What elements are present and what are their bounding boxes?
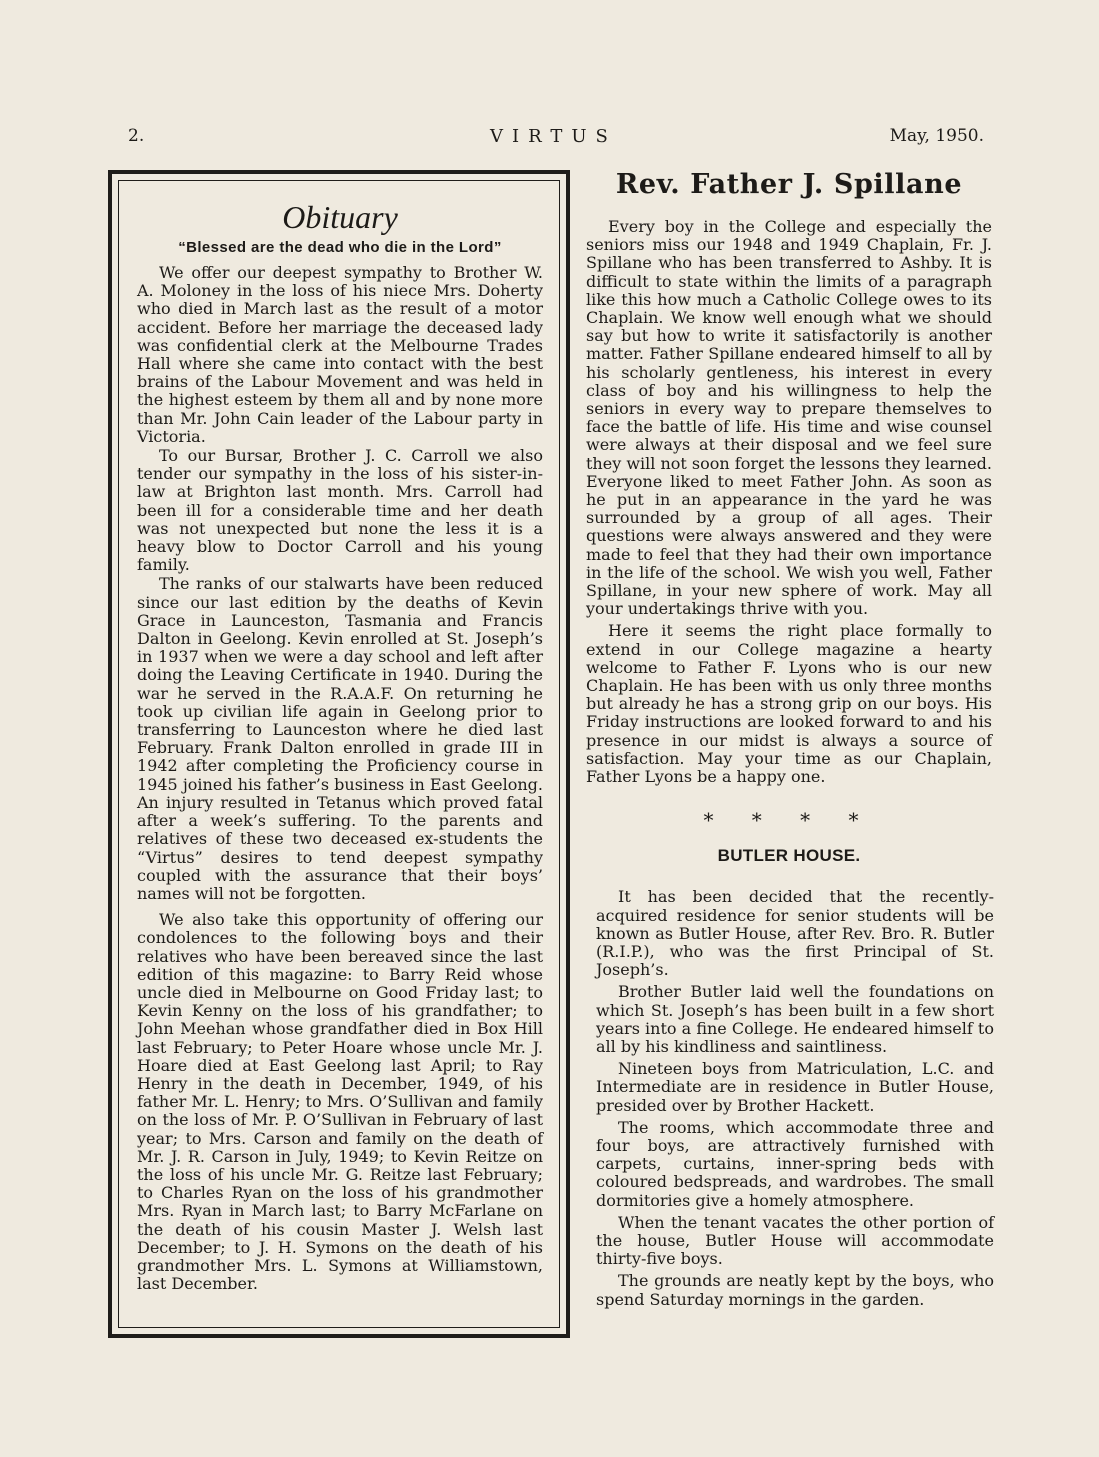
obituary-text: [137, 264, 543, 1293]
obituary-box: [108, 170, 570, 1338]
butler-paragraph: Brother Butler laid well the foundations on which St. Joseph’s has been built in a few short years into a fine College. He endeared himself to all by his kindliness and saintliness.: [596, 982, 994, 1056]
obituary-paragraph: We offer our deepest sympathy to Brother W. A. Moloney in the loss of his niece Mrs. Doherty who died in March last as the result of a motor accident. Before her marriage the deceased lady was confidential clerk at the Melbourne Trades Hall where she came into contact with the best brains of the Labour Movement and was held in the highest esteem by them all and by none more than Mr. John Cain leader of the Labour party in Victoria.: [137, 263, 543, 446]
obituary-inner-frame: [118, 180, 560, 1328]
spillane-title: Rev. Father J. Spillane: [615, 169, 963, 200]
obituary-title: Obituary: [282, 199, 398, 235]
right-column: [586, 170, 992, 1309]
magazine-title: VIRTUS: [490, 126, 617, 147]
butler-paragraph: When the tenant vacates the other portion of the house, Butler House will accommodate thirty-five boys.: [596, 1212, 994, 1269]
obituary-paragraph: The ranks of our stalwarts have been reduced since our last edition by the deaths of Kevin Grace in Launceston, Tasmania and Francis Dalton in Geelong. Kevin enrolled at St. Joseph’s in 1937 when we were a day school and left after doing the Leaving Certificate in 1940. During the war he served in the R.A.A.F. On returning he took up civilian life again in Geelong prior to transferring to Launceston where he died last February. Frank Dalton enrolled in grade III in 1942 after completing the Proficiency course in 1945 joined his father’s business in East Geelong. An injury resulted in Tetanus which proved fatal after a week’s suffering. To the parents and relatives of these two deceased ex-students the “Virtus” desires to tend deepest sympathy coupled with the assurance that their boys’ names will not be forgotten.: [137, 574, 543, 903]
obituary-paragraph: To our Bursar, Brother J. C. Carroll we also tender our sympathy in the loss of his sister-in-law at Brighton last month. Mrs. Carroll had been ill for a considerable time and her death was not unexpected but none the less it is a heavy blow to Doctor Carroll and his young family.: [137, 446, 543, 575]
obituary-subtitle: “Blessed are the dead who die in the Lord”: [178, 239, 502, 256]
obituary-paragraph: We also take this opportunity of offering our condolences to the following boys and their relatives who have been bereaved since the last edition of this magazine: to Barry Reid whose uncle died in Melbourne on Good Friday last; to Kevin Kenny on the loss of his grandfather; to John Meehan whose grandfather died in Box Hill last February; to Peter Hoare whose uncle Mr. J. Hoare died at East Geelong last April; to Ray Henry in the death in December, 1949, of his father Mr. L. Henry; to Mrs. O’Sullivan and family on the loss of Mr. P. O’Sullivan in February of last year; to Mrs. Carson and family on the death of Mr. J. R. Carson in July, 1949; to Kevin Reitze on the loss of his uncle Mr. G. Reitze last February; to Charles Ryan on the loss of his grandmother Mrs. Ryan in March last; to Barry McFarlane on the death of his cousin Master J. Welsh last December; to J. H. Symons on the death of his grandmother Mrs. L. Symons at Williamstown, last December.: [137, 910, 543, 1294]
butler-house-text: [596, 888, 994, 1308]
spillane-text: [586, 218, 992, 786]
butler-house-title: BUTLER HOUSE.: [717, 846, 861, 866]
butler-paragraph: Nineteen boys from Matriculation, L.C. and Intermediate are in residence in Butler House, presided over by Brother Hackett.: [596, 1059, 994, 1115]
page-header: [128, 126, 984, 152]
spillane-paragraph: Here it seems the right place formally to extend in our College magazine a hearty welcome to Father F. Lyons who is our new Chaplain. He has been with us only three months but already he has a strong grip on our boys. His Friday instructions are looked forward to and his presence in our midst is always a source of satisfaction. May your time as our Chaplain, Father Lyons be a happy one.: [586, 621, 992, 787]
butler-paragraph: It has been decided that the recently-acquired residence for senior students will be known as Butler House, after Rev. Bro. R. Butler (R.I.P.), who was the first Principal of St. Joseph’s.: [596, 887, 994, 980]
issue-date: May, 1950.: [889, 126, 984, 146]
page-number: 2.: [128, 126, 145, 146]
butler-paragraph: The rooms, which accommodate three and four boys, are attractively furnished with carpets, curtains, inner-spring beds with coloured bedspreads, and wardrobes. The small dormitories give a homely atmosphere.: [596, 1117, 994, 1210]
section-separator: * * * *: [703, 808, 875, 833]
butler-paragraph: The grounds are neatly kept by the boys, who spend Saturday mornings in the garden.: [596, 1271, 994, 1309]
spillane-paragraph: Every boy in the College and especially the seniors miss our 1948 and 1949 Chaplain, Fr. J. Spillane who has been transferred to Ashby. It is difficult to state within the limits of a paragraph like this how much a Catholic College owes to its Chaplain. We know well enough what we should say but how to write it satisfactorily is another matter. Father Spillane endeared himself to all by his scholarly gentleness, his interest in every class of boy and his willingness to help the seniors in every way to prepare themselves to face the battle of life. His time and wise counsel were always at their disposal and we feel sure they will not soon forget the lessons they learned. Everyone liked to meet Father John. As soon as he put in an appearance in the yard he was surrounded by a group of all ages. Their questions were always answered and they were made to feel that they had their own importance in the life of the school. We wish you well, Father Spillane, in your new sphere of work. May all your undertakings thrive with you.: [586, 217, 992, 619]
